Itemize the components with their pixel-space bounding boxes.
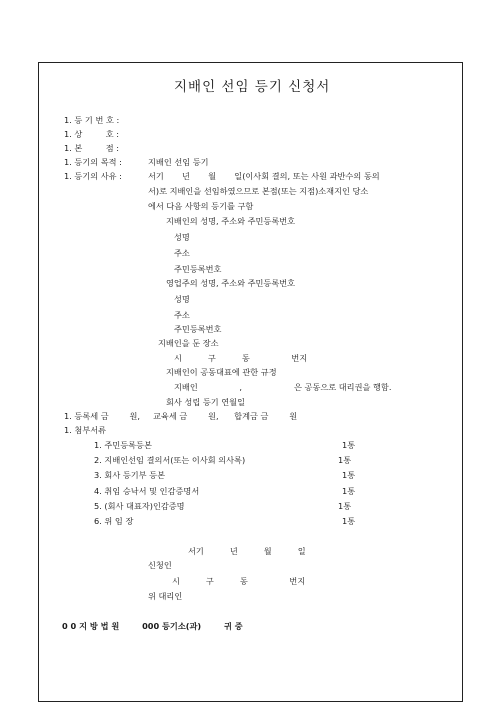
court-footer: 0 0 지 방 법 원 000 등기소(과) 귀 중	[62, 621, 243, 631]
attachments-label: 1. 첨부서류	[64, 425, 107, 435]
attachment-count: 1통	[338, 455, 352, 465]
reason-line-3: 에서 다음 사항의 등기를 구함	[148, 201, 254, 211]
attachment-name: 5. (회사 대표자)인감증명	[94, 501, 185, 511]
owner-heading: 영업주의 성명, 주소와 주민등록번호	[166, 278, 296, 288]
owner-address: 주소	[174, 310, 190, 320]
head-office-label: 1. 본 점 :	[64, 143, 120, 153]
place-value: 시 구 동 번지	[174, 353, 308, 363]
manager-rrn: 주민등록번호	[174, 264, 222, 274]
attachment-name: 2. 지배인선임 결의서(또는 이사회 의사록)	[94, 455, 246, 465]
document-title: 지배인 선임 등기 신청서	[174, 79, 331, 95]
attachment-count: 1통	[342, 440, 356, 450]
manager-name: 성명	[174, 232, 190, 242]
attachment-count: 1통	[338, 501, 352, 511]
attachment-name: 4. 취임 승낙서 및 인감증명서	[94, 486, 200, 496]
attachment-name: 6. 위 임 장	[94, 516, 134, 526]
tax-line: 1. 등록세 금 원, 교육세 금 원, 합계금 금 원	[64, 411, 298, 421]
signature-date: 서기 년 월 일	[188, 546, 306, 556]
attachment-count: 1통	[342, 516, 356, 526]
attachment-count: 1통	[342, 470, 356, 480]
reason-line-2: 서)로 지배인을 선임하였으므로 본점(또는 지점)소재지인 당소	[148, 186, 369, 196]
attachment-name: 1. 주민등록등본	[94, 440, 152, 450]
place-heading: 지배인을 둔 장소	[158, 338, 219, 348]
incorporation-date-line: 회사 성립 등기 연월일	[166, 397, 245, 407]
manager-address: 주소	[174, 248, 190, 258]
attachment-count: 1통	[342, 486, 356, 496]
company-name-label: 1. 상 호 :	[64, 129, 120, 139]
joint-heading: 지배인이 공동대표에 관한 규정	[166, 367, 277, 377]
joint-value: 지배인 , 은 공동으로 대리권을 행함.	[174, 382, 392, 392]
applicant-address: 시 구 동 번지	[172, 576, 306, 586]
agent-label: 위 대리인	[148, 591, 183, 601]
reason-label: 1. 등기의 사유 :	[64, 171, 122, 181]
manager-heading: 지배인의 성명, 주소와 주민등록번호	[166, 216, 296, 226]
attachment-name: 3. 회사 등기부 등본	[94, 470, 165, 480]
applicant-label: 신청인	[148, 560, 172, 570]
registration-number-label: 1. 등 기 번 호 :	[64, 115, 120, 125]
purpose-label: 1. 등기의 목적 :	[64, 157, 122, 167]
purpose-value: 지배인 선임 등기	[148, 157, 209, 167]
owner-name: 성명	[174, 294, 190, 304]
owner-rrn: 주민등록번호	[174, 324, 222, 334]
reason-line-1: 서기 년 월 일(이사회 결의, 또는 사원 과반수의 동의	[148, 171, 380, 181]
